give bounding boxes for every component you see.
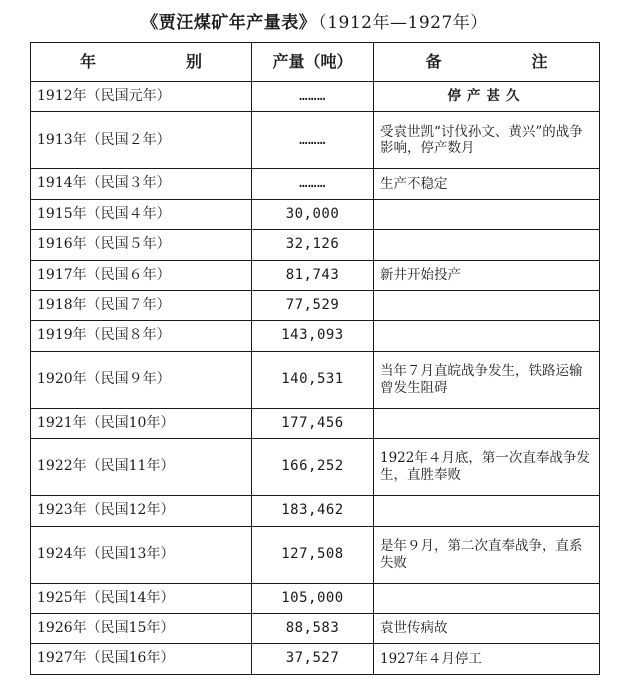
note-cell — [374, 408, 600, 438]
quantity-cell: 143,093 — [252, 321, 374, 351]
year-cell: 1913年（民国２年） — [31, 112, 252, 169]
note-cell: 是年９月，第二次直奉战争，直系失败 — [374, 526, 600, 583]
note-cell — [374, 321, 600, 351]
table-row — [31, 321, 600, 351]
quantity-cell: 37,527 — [252, 644, 374, 675]
quantity-cell: 32,126 — [252, 230, 374, 260]
table-row — [31, 496, 600, 526]
note-cell: 生产不稳定 — [374, 169, 600, 199]
year-cell: 1925年（民国14年） — [31, 583, 252, 613]
year-cell: 1912年（民国元年） — [31, 82, 252, 112]
quantity-cell: 127,508 — [252, 526, 374, 583]
quantity-cell: ……… — [252, 169, 374, 199]
year-cell: 1914年（民国３年） — [31, 169, 252, 199]
table-row — [31, 526, 600, 583]
header-year — [31, 43, 252, 82]
year-cell: 1920年（民国９年） — [31, 351, 252, 408]
note-cell: 1922年４月底，第一次直奉战争发生，直胜奉败 — [374, 439, 600, 496]
year-cell: 1919年（民国８年） — [31, 321, 252, 351]
table-row — [31, 230, 600, 260]
header-row — [31, 43, 600, 82]
table-row — [31, 644, 600, 675]
table-row — [31, 169, 600, 199]
note-cell: 1927年４月停工 — [374, 644, 600, 675]
header-note — [374, 43, 600, 82]
quantity-cell: 177,456 — [252, 408, 374, 438]
table-row — [31, 199, 600, 229]
note-cell — [374, 496, 600, 526]
table-row — [31, 290, 600, 320]
quantity-cell: ……… — [252, 82, 374, 112]
note-cell: 受袁世凯“讨伐孙文、黄兴”的战争影响，停产数月 — [374, 112, 600, 169]
table-row — [31, 583, 600, 613]
table-row — [31, 260, 600, 290]
note-cell — [374, 290, 600, 320]
year-cell: 1917年（民国６年） — [31, 260, 252, 290]
header-note-char-1: 备 — [425, 52, 442, 71]
year-cell: 1924年（民国13年） — [31, 526, 252, 583]
quantity-cell: 105,000 — [252, 583, 374, 613]
table-row — [31, 439, 600, 496]
quantity-cell: 30,000 — [252, 199, 374, 229]
note-cell — [374, 583, 600, 613]
table-row — [31, 112, 600, 169]
year-cell: 1922年（民国11年） — [31, 439, 252, 496]
header-note-char-2: 注 — [531, 52, 548, 71]
header-quantity: 产量（吨） — [252, 43, 374, 82]
title-main: 《贾汪煤矿年产量表》 — [141, 13, 317, 33]
table-title — [0, 8, 629, 33]
header-year-char-1: 年 — [79, 52, 96, 71]
table-row — [31, 408, 600, 438]
note-cell: 袁世传病故 — [374, 614, 600, 644]
quantity-cell: ……… — [252, 112, 374, 169]
year-cell: 1926年（民国15年） — [31, 614, 252, 644]
table-row — [31, 351, 600, 408]
year-cell: 1927年（民国16年） — [31, 644, 252, 675]
year-cell: 1918年（民国７年） — [31, 290, 252, 320]
note-cell: 新井开始投产 — [374, 260, 600, 290]
quantity-cell: 166,252 — [252, 439, 374, 496]
quantity-cell: 183,462 — [252, 496, 374, 526]
year-cell: 1923年（民国12年） — [31, 496, 252, 526]
note-cell — [374, 230, 600, 260]
quantity-cell: 81,743 — [252, 260, 374, 290]
year-cell: 1915年（民国４年） — [31, 199, 252, 229]
table-row — [31, 82, 600, 112]
quantity-cell: 88,583 — [252, 614, 374, 644]
year-cell: 1921年（民国10年） — [31, 408, 252, 438]
year-cell: 1916年（民国５年） — [31, 230, 252, 260]
header-year-char-2: 别 — [186, 52, 203, 71]
production-table — [30, 42, 600, 675]
quantity-cell: 140,531 — [252, 351, 374, 408]
table-row — [31, 614, 600, 644]
title-range: （1912年—1927年） — [318, 13, 488, 33]
note-cell — [374, 199, 600, 229]
note-cell: 停产甚久 — [374, 82, 600, 112]
quantity-cell: 77,529 — [252, 290, 374, 320]
note-cell: 当年７月直皖战争发生，铁路运输曾发生阻碍 — [374, 351, 600, 408]
